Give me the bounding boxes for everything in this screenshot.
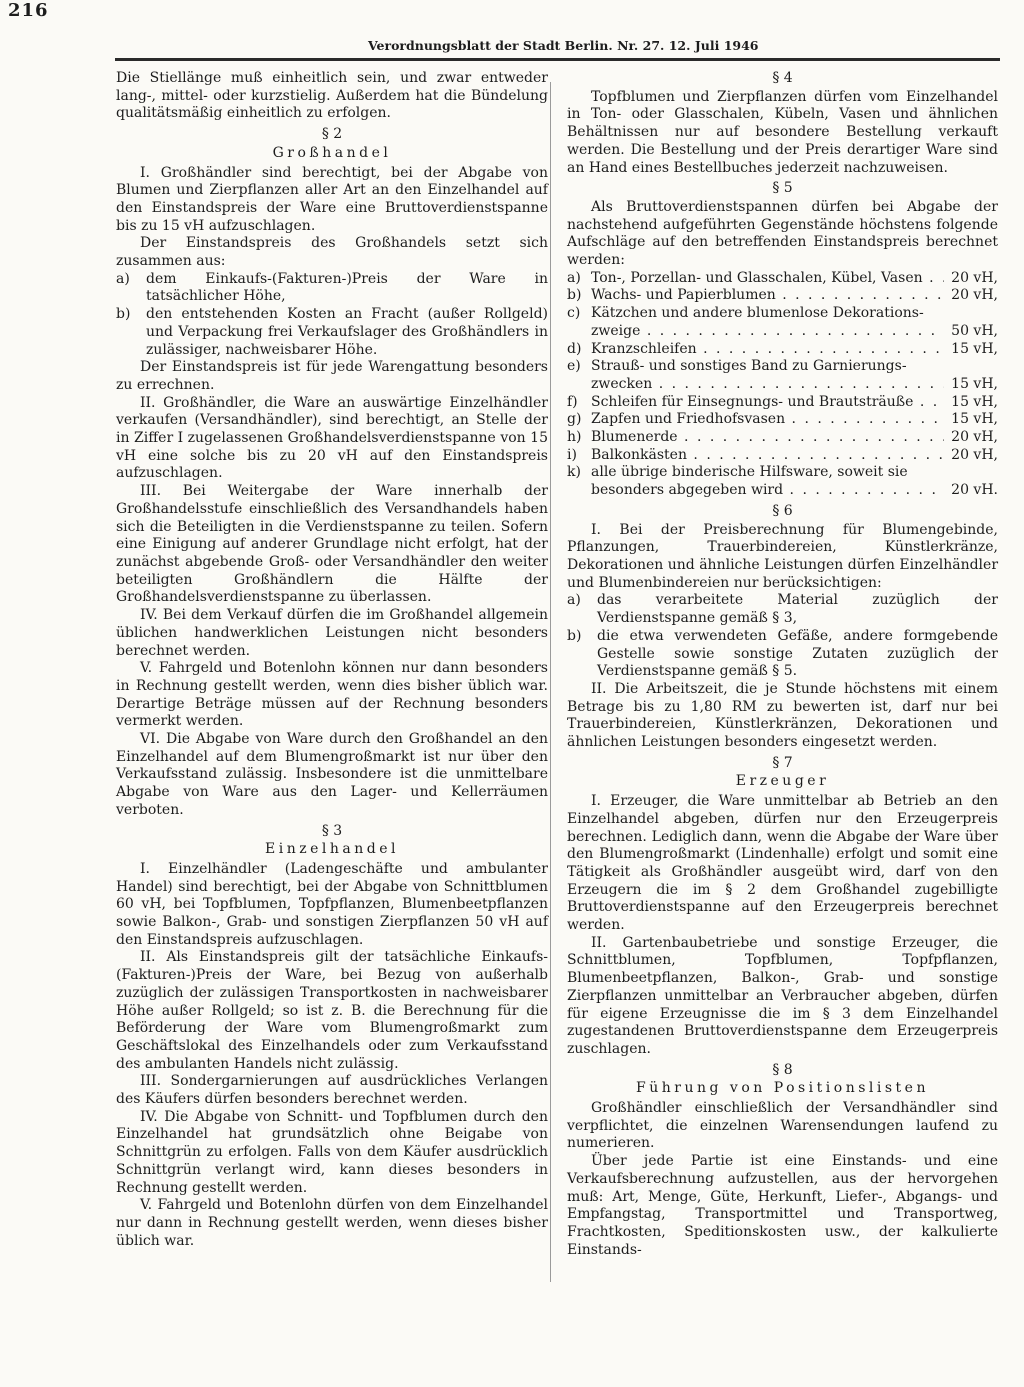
price-row-label: g) — [567, 411, 582, 428]
price-row-label: i) — [567, 446, 577, 463]
price-row-label: h) — [567, 429, 582, 446]
price-row-text: Ton-, Porzellan- und Glasschalen, Kübel, Vasen . . . — [591, 270, 944, 288]
section-2-para-each: Der Einstandspreis ist für jede Warengattung besonders zu errechnen. — [116, 359, 548, 393]
price-row-label: e) — [567, 358, 581, 375]
section-2-para-II: II. Großhändler, die Ware an auswärtige Einzelhändler verkaufen (Versandhändler), sind berechtigt, an Stelle der in Ziffer I zugelassenen Großhandelsverdienstspanne von 15 vH eine solche bis zu 20 vH auf den Einstandspreis aufzuschlagen. — [116, 394, 548, 482]
section-2-number: § 2 — [321, 126, 343, 143]
section-2-item-a — [116, 271, 548, 306]
section-6-para-II: II. Die Arbeitszeit, die je Stunde höchstens mit einem Betrage bis zu 1,80 RM zu bewerten ist, darf nur bei Trauerbindereien, Künstlerkränzen, Dekorationen und ähnlichen Leistungen besonders eingesetzt werden. — [567, 680, 998, 751]
price-row — [567, 341, 998, 359]
section-5-list — [567, 270, 998, 500]
section-8-para-2: Über jede Partie ist eine Einstands- und eine Verkaufsberechnung aufzustellen, aus der hervorgehen muß: Art, Menge, Güte, Herkunft, Liefer-, Abgangs- und Empfangstag, Transportmittel und Transportweg, Frachtkosten, Speditionskosten usw., der kalkulierte Einstands- — [567, 1153, 998, 1258]
price-row-percent: 15 vH, — [951, 411, 998, 428]
item-label: a) — [116, 270, 130, 287]
price-row — [567, 287, 998, 305]
section-6-number: § 6 — [772, 502, 793, 519]
right-column — [567, 70, 998, 1259]
price-row-percent: 20 vH, — [951, 446, 998, 463]
price-row — [567, 411, 998, 429]
price-row — [567, 270, 998, 288]
section-2-item-b — [116, 306, 548, 359]
intro-paragraph: Die Stiellänge muß einheitlich sein, und zwar entweder lang-, mittel- oder kurzstielig. Außerdem hat die Bündelung qualitätsmäßig einheitlich zu erfolgen. — [116, 70, 548, 122]
section-2-para-VI: VI. Die Abgabe von Ware durch den Großhandel an den Einzelhandel auf dem Blumengroßmarkt ist nur über den Verkaufsstand zulässig. Insbesondere ist die unmittelbare Abgabe von Ware aus den Lager- und Kellerräumen verboten. — [116, 731, 548, 818]
section-2-para-I: I. Großhändler sind berechtigt, bei der Abgabe von Blumen und Zierpflanzen aller Art an den Einzelhandel auf den Einstandspreis der Ware eine Bruttoverdienstspanne bis zu 15 vH aufzuschlagen. — [116, 164, 548, 234]
section-3-para-I: I. Einzelhändler (Ladengeschäfte und ambulanter Handel) sind berechtigt, bei der Abgabe von Schnittblumen 60 vH, bei Topfblumen, Topfpflanzen, Blumenbeetpflanzen sowie Balkon-, Grab- und sonstigen Zierpflanzen 50 vH auf den Einstandspreis aufzuschlagen. — [116, 860, 548, 948]
running-head: Verordnungsblatt der Stadt Berlin. Nr. 27. 12. Juli 1946 — [368, 38, 759, 53]
price-row-continuation — [567, 323, 998, 341]
price-row — [567, 394, 998, 412]
section-3-para-V: V. Fahrgeld und Botenlohn dürfen von dem Einzelhandel nur dann in Rechnung gestellt werden, wenn dieses bisher üblich war. — [116, 1197, 548, 1249]
section-6-item-a — [567, 592, 998, 627]
section-7-para-I: I. Erzeuger, die Ware unmittelbar ab Betrieb an den Einzelhandel abgeben, dürfen nur den Erzeugerpreis berechnen. Lediglich dann, wenn die Abgabe der Ware über den Blumengroßmarkt (Lindenhalle) erfolgt und somit eine Tätigkeit als Großhändler ausgeübt wird, darf von den Erzeugern die im § 2 dem Großhandel zugebilligte Bruttoverdienstspanne auf den Erzeugerpreis berechnet werden. — [567, 793, 998, 934]
price-row-percent: 15 vH, — [951, 393, 998, 410]
price-row-percent: 20 vH. — [951, 482, 998, 499]
price-row-percent: 20 vH, — [951, 287, 998, 304]
section-8-title: Führung von Positionslisten — [636, 1080, 929, 1097]
price-row-percent: 15 vH, — [951, 340, 998, 357]
section-8-number: § 8 — [772, 1061, 793, 1078]
item-text: dem Einkaufs-(Fakturen-)Preis der Ware in tatsächlicher Höhe, — [146, 270, 548, 305]
price-row-percent: 20 vH, — [951, 429, 998, 446]
section-3-para-II: II. Als Einstandspreis gilt der tatsächliche Einkaufs-(Fakturen-)Preis der Ware, bei Bezug von außerhalb zuzüglich der zulässigen Transportkosten in nachweisbarer Höhe außer Rollgeld; so ist z. B. die Berechnung für die Beförderung der Ware vom Blumengroßmarkt zum Geschäftslokal des Einzelhandels oder zum Verkaufsstand des ambulanten Handels nicht zulässig. — [116, 949, 548, 1072]
price-row-percent: 15 vH, — [951, 375, 998, 392]
price-row-text: Kätzchen und andere blumenlose Dekorations- — [591, 305, 924, 322]
price-row-text: zweige . . . — [591, 323, 944, 341]
page-number: 216 — [8, 0, 49, 21]
item-text: das verarbeitete Material zuzüglich der Verdienstspanne gemäß § 3, — [597, 592, 998, 627]
price-row-text: Strauß- und sonstiges Band zu Garnierungs- — [591, 358, 907, 375]
price-row-text: Kranzschleifen . . . — [591, 341, 944, 359]
section-6-para-I: I. Bei der Preisberechnung für Blumengebinde, Pflanzungen, Trauerbindereien, Künstlerkränze, Dekorationen und ähnliche Leistungen dürfen Einzelhändler und Blumenbindereien nur berücksichtigen: — [567, 521, 999, 591]
section-2-para-III: III. Bei Weitergabe der Ware innerhalb der Großhandelsstufe einschließlich des Versandhandels haben sich die Beteiligten in die Verdienstspanne zu teilen. Sofern eine Einigung auf anderer Grundlage nicht erfolgt, hat der zunächst abgebende Groß- oder Versandhändler den weiter beteiligten Großhändlern die Hälfte der Großhandelsverdienstspanne zu überlassen. — [116, 483, 548, 606]
price-row-label: b) — [567, 287, 582, 304]
section-2-para-IV: IV. Bei dem Verkauf dürfen die im Großhandel allgemein üblichen handwerklichen Leistungen nicht besonders berechnet werden. — [116, 607, 548, 659]
price-row-text: Blumenerde . . . — [591, 429, 944, 447]
section-3-para-IV: IV. Die Abgabe von Schnitt- und Topfblumen durch den Einzelhandel hat grundsätzlich ohne Beigabe von Schnittgrün zu erfolgen. Falls von dem Käufer ausdrücklich Schnittgrün verlangt wird, kann dieses besonders in Rechnung gestellt werden. — [116, 1108, 548, 1196]
price-row-label: a) — [567, 269, 581, 286]
price-row-text: Schleifen für Einsegnungs- und Brautsträuße . . . — [591, 394, 944, 412]
section-5-intro: Als Bruttoverdienstspannen dürfen bei Abgabe der nachstehend aufgeführten Gegenstände höchstens folgende Aufschläge auf den betreffenden Einstandspreis berechnet werden: — [567, 198, 998, 269]
price-row-label: k) — [567, 464, 581, 481]
section-3-para-III: III. Sondergarnierungen auf ausdrückliches Verlangen des Käufers dürfen besonders berechnet werden. — [116, 1073, 548, 1108]
section-3-number: § 3 — [321, 822, 343, 839]
price-row — [567, 358, 998, 376]
section-3-title: Einzelhandel — [265, 841, 399, 858]
section-4-para: Topfblumen und Zierpflanzen dürfen vom Einzelhandel in Ton- oder Glasschalen, Kübeln, Vasen und ähnlichen Behältnissen nur auf besondere Bestellung verkauft werden. Die Bestellung und der Preis derartiger Ware sind an Hand eines Bestellbuches jederzeit nachzuweisen. — [567, 88, 998, 176]
column-divider — [550, 82, 551, 1282]
price-row-continuation — [567, 482, 998, 500]
price-row-percent: 50 vH, — [951, 322, 998, 339]
header-rule — [115, 58, 1000, 61]
item-text: den entstehenden Kosten an Fracht (außer Rollgeld) und Verpackung frei Verkaufslager des Großhändlers in zulässiger, nachweisbarer Höhe. — [146, 306, 548, 358]
price-row-label: c) — [567, 305, 581, 322]
price-row-text: alle übrige binderische Hilfsware, soweit sie — [591, 464, 908, 481]
item-label: b) — [567, 627, 582, 644]
section-5-number: § 5 — [772, 180, 793, 197]
price-row-text: besonders abgegeben wird . . . — [591, 482, 944, 500]
price-row-continuation — [567, 376, 998, 394]
item-text: die etwa verwendeten Gefäße, andere formgebende Gestelle sowie sonstige Zutaten zuzüglich der Verdienstspanne gemäß § 5. — [597, 627, 998, 680]
price-row-label: f) — [567, 393, 578, 410]
section-6-item-b — [567, 628, 998, 681]
price-row — [567, 429, 998, 447]
price-row-label: d) — [567, 340, 582, 357]
section-7-number: § 7 — [772, 754, 793, 771]
price-row-text: zwecken . . . — [591, 376, 944, 394]
price-row-text: Wachs- und Papierblumen . . . — [591, 287, 944, 305]
section-8-para-1: Großhändler einschließlich der Versandhändler sind verpflichtet, die einzelnen Warensendungen laufend zu numerieren. — [567, 1100, 998, 1152]
item-label: a) — [567, 592, 581, 609]
section-4-number: § 4 — [772, 70, 793, 86]
section-7-para-II: II. Gartenbaubetriebe und sonstige Erzeuger, die Schnittblumen, Topfblumen, Topfpflanzen, Blumenbeetpflanzen, Balkon-, Grab- und sonstige Zierpflanzen unmittelbar an Verbraucher abgeben, dürfen für eigene Erzeugnisse die im § 3 dem Einzelhandel zugestandenen Bruttoverdienstspanne dem Erzeugerpreis zuschlagen. — [567, 934, 998, 1057]
price-row-percent: 20 vH, — [951, 269, 998, 286]
section-2-para-V: V. Fahrgeld und Botenlohn können nur dann besonders in Rechnung gestellt werden, wenn dies bisher üblich war. Derartige Beträge müssen auf der Rechnung besonders vermerkt werden. — [116, 660, 548, 730]
item-label: b) — [116, 306, 131, 323]
section-2-para-cost: Der Einstandspreis des Großhandels setzt sich zusammen aus: — [116, 235, 548, 270]
price-row — [567, 305, 998, 323]
left-column — [116, 70, 548, 1250]
price-row — [567, 447, 998, 465]
section-2-title: Großhandel — [272, 144, 392, 161]
price-row — [567, 464, 998, 482]
section-7-title: Erzeuger — [735, 773, 830, 790]
price-row-text: Balkonkästen . . . — [591, 447, 944, 465]
price-row-text: Zapfen und Friedhofsvasen . . . — [591, 411, 944, 429]
